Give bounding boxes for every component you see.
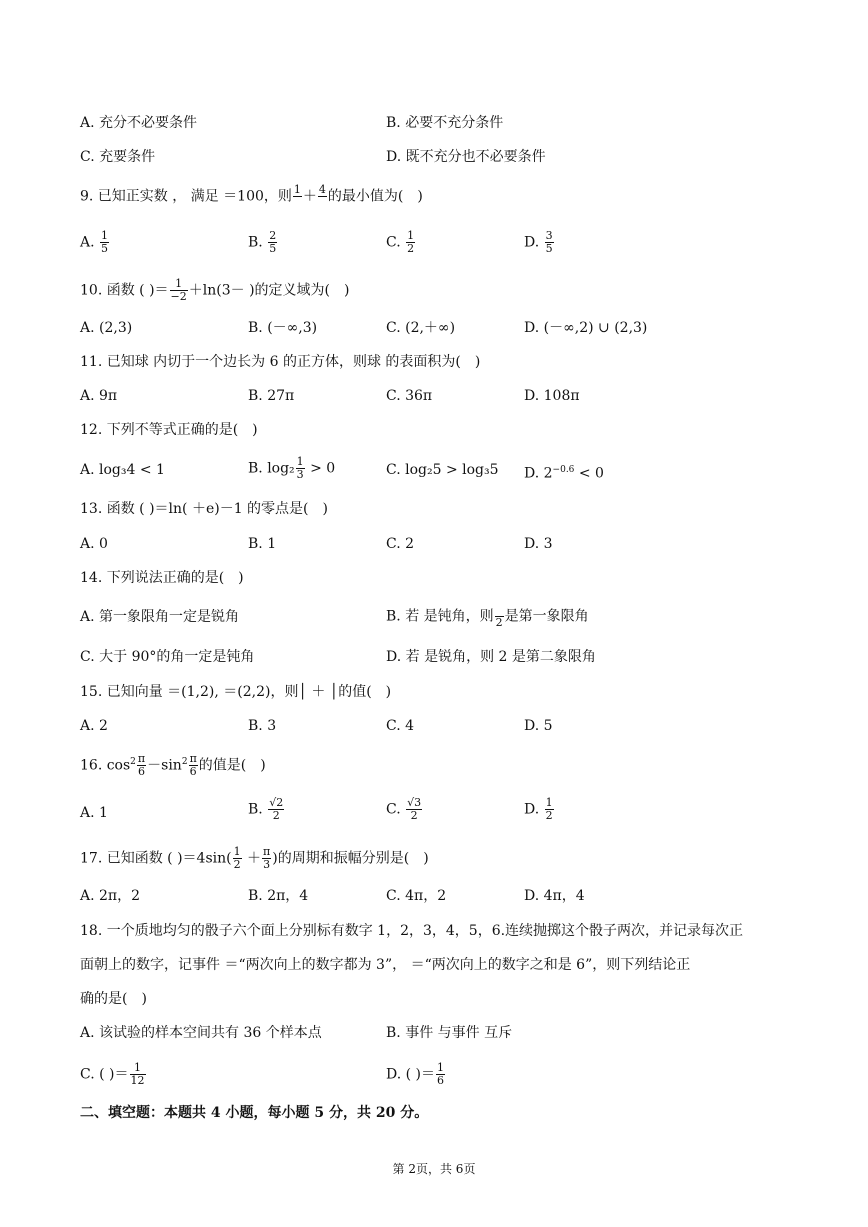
q9-option-c [386,230,416,255]
q17-frac-2 [262,846,271,871]
q9-frac-2-den [318,197,327,209]
q16-c-num: √3 [407,796,422,809]
q16-stem [80,752,266,778]
q12-b-text: B. log₂ [248,460,295,477]
q18-d-frac [436,1062,445,1087]
q18-stem-line-2: 面朝上的数字，记事件 ＝“两次向上的数字都为 3”， ＝“两次向上的数字之和是 6”，则下列结论正 [80,957,691,973]
q9-c-den: 2 [407,242,415,255]
q9-a-den: 5 [101,242,109,255]
q15-option-b: B. 3 [248,718,277,734]
q17-frac-1 [233,846,242,871]
q16-d-label: D. [524,801,540,818]
q14-b-frac [495,604,504,629]
q9-c-frac [406,230,415,255]
q14-b-tail: 是第一象限角 [504,608,589,625]
q16-option-a: A. 1 [80,805,108,821]
q16-frac-2-den: 6 [189,765,197,779]
q16-frac-2-num: π [189,752,197,766]
q16-d-den: 2 [545,809,553,822]
q9-option-d [524,230,555,255]
q16-frac-2 [189,753,198,778]
q14-option-b [386,604,589,629]
q15-stem: 15. 已知向量 ＝(1,2), ＝(2,2)，则│ ＋ │的值( ) [80,684,392,700]
q12-option-d [524,460,604,484]
q13-option-d: D. 3 [524,536,553,552]
q9-option-a [80,230,110,255]
q12-d-exponent: −0.6 [552,465,575,475]
q18-stem-line-3: 确的是( ) [80,991,147,1007]
q10-option-c: C. (2,＋∞) [386,320,456,336]
q12-stem: 12. 下列不等式正确的是( ) [80,422,258,438]
q12-b-tail: > 0 [305,460,336,477]
q18-option-c [80,1062,147,1087]
q9-b-num: 2 [269,229,277,242]
q18-option-d [386,1062,446,1087]
q9-d-den: 5 [545,242,553,255]
q17-frac-2-den: 3 [263,858,271,871]
q8-option-d: D. 既不充分也不必要条件 [386,149,546,165]
q16-minus-sin: －sin [147,757,182,774]
q16-frac-1-num: π [137,752,146,766]
q9-b-den: 5 [269,242,277,255]
q13-option-b: B. 1 [248,536,277,552]
q17-option-d: D. 4π，4 [524,888,585,904]
q16-b-den: 2 [272,809,280,822]
q11-option-d: D. 108π [524,388,580,404]
q12-b-frac [296,456,305,481]
q14-stem: 14. 下列说法正确的是( ) [80,570,244,586]
q10-stem-tail: ＋ln(3－ )的定义域为( ) [188,282,350,299]
q17-frac-1-num: 1 [233,845,241,858]
q15-option-d: D. 5 [524,718,553,734]
q9-option-b [248,230,278,255]
q9-stem [80,184,423,209]
q14-b-den: 2 [495,616,503,629]
q9-plus: ＋ [302,188,317,205]
q12-d-tail: < 0 [574,465,604,482]
q9-b-label: B. [248,234,263,251]
q14-b-text: B. 若 是钝角，则 [386,608,494,625]
q9-frac-2-num: 4 [318,183,326,196]
q10-frac-num: 1 [170,278,188,291]
q16-d-frac [545,797,554,822]
q13-option-a: A. 0 [80,536,108,552]
q10-frac-den: −2 [170,290,187,303]
q9-frac-2 [318,184,327,209]
q12-b-num: 1 [296,455,304,468]
q11-stem: 11. 已知球 内切于一个边长为 6 的正方体，则球 的表面积为( ) [80,354,481,370]
q9-stem-tail: 的最小值为( ) [327,188,423,205]
q17-option-b: B. 2π，4 [248,888,309,904]
q10-stem-text: 10. 函数 ( )＝ [80,282,169,299]
q18-c-num: 1 [130,1062,146,1075]
q16-b-label: B. [248,801,263,818]
q10-stem [80,278,349,303]
q16-d-num: 1 [545,796,553,809]
q16-c-label: C. [386,801,401,818]
q10-option-a: A. (2,3) [80,320,133,336]
q12-option-c: C. log₂5 > log₃5 [386,462,499,478]
q16-frac-1-den: 6 [138,765,146,779]
q17-option-c: C. 4π，2 [386,888,447,904]
q13-stem: 13. 函数 ( )＝ln( ＋e)－1 的零点是( ) [80,501,328,517]
q9-stem-text: 9. 已知正实数 ， 满足 ＝100，则 [80,188,292,205]
q9-c-label: C. [386,234,401,251]
q16-c-den: 2 [410,809,418,822]
q18-option-a: A. 该试验的样本空间共有 36 个样本点 [80,1025,322,1041]
q16-stem-tail: 的值是( ) [198,757,266,774]
q18-d-text: D. ( )＝ [386,1066,435,1083]
q17-frac-1-den: 2 [233,858,241,871]
q18-d-den: 6 [437,1074,444,1087]
q17-stem [80,846,429,871]
q12-b-den: 3 [296,468,304,481]
q17-plus: ＋ [242,850,262,867]
q17-stem-text: 17. 已知函数 ( )＝4sin( [80,850,232,867]
q9-frac-1 [293,184,302,209]
q16-cos: 16. cos [80,757,131,774]
q9-d-frac [545,230,554,255]
q9-c-num: 1 [407,229,415,242]
q13-option-c: C. 2 [386,536,415,552]
q9-d-num: 3 [545,229,553,242]
q8-option-b: B. 必要不充分条件 [386,115,504,131]
q17-stem-tail: )的周期和振幅分别是( ) [272,850,429,867]
q16-sin-square: 2 [181,757,188,767]
q16-frac-1 [137,753,146,778]
q16-option-b [248,797,285,822]
q16-c-frac [406,797,422,822]
q10-frac [170,278,188,303]
q16-option-c [386,797,423,822]
q18-c-den: 12 [130,1074,145,1087]
q17-frac-2-num: π [263,845,271,858]
q11-option-c: C. 36π [386,388,433,404]
q18-c-text: C. ( )＝ [80,1066,129,1083]
q18-stem-line-1: 18. 一个质地均匀的骰子六个面上分别标有数字 1，2，3，4，5，6.连续抛掷这个骰子两次，并记录每次正 [80,923,744,939]
q9-d-label: D. [524,234,540,251]
page-footer: 第 2页，共 6页 [392,1162,476,1176]
q16-b-num: √2 [269,796,284,809]
q9-frac-1-num: 1 [293,183,301,196]
q15-option-c: C. 4 [386,718,415,734]
q11-option-a: A. 9π [80,388,118,404]
q16-cos-square: 2 [130,757,136,767]
q14-option-d: D. 若 是锐角，则 2 是第二象限角 [386,649,596,665]
q15-option-a: A. 2 [80,718,108,734]
q9-frac-1-den [293,197,302,209]
q10-option-d: D. (－∞,2) ∪ (2,3) [524,320,648,336]
q16-option-d [524,797,555,822]
q9-b-frac [268,230,277,255]
q10-option-b: B. (－∞,3) [248,320,318,336]
q17-option-a: A. 2π，2 [80,888,141,904]
q18-option-b: B. 事件 与事件 互斥 [386,1025,513,1041]
q9-a-frac [100,230,109,255]
q14-option-a: A. 第一象限角一定是锐角 [80,609,240,625]
q9-a-num: 1 [101,229,109,242]
q12-d-text: D. 2 [524,465,553,482]
q11-option-b: B. 27π [248,388,295,404]
q9-a-label: A. [80,234,95,251]
q16-b-frac [268,797,284,822]
q8-option-a: A. 充分不必要条件 [80,115,198,131]
q18-d-num: 1 [437,1061,444,1074]
section-2-heading: 二、填空题：本题共 4 小题，每小题 5 分，共 20 分。 [80,1105,429,1121]
q12-option-b [248,456,335,481]
q14-option-c: C. 大于 90°的角一定是钝角 [80,649,255,665]
q12-option-a: A. log₃4 < 1 [80,462,165,478]
q8-option-c: C. 充要条件 [80,149,156,165]
q18-c-frac [130,1062,146,1087]
